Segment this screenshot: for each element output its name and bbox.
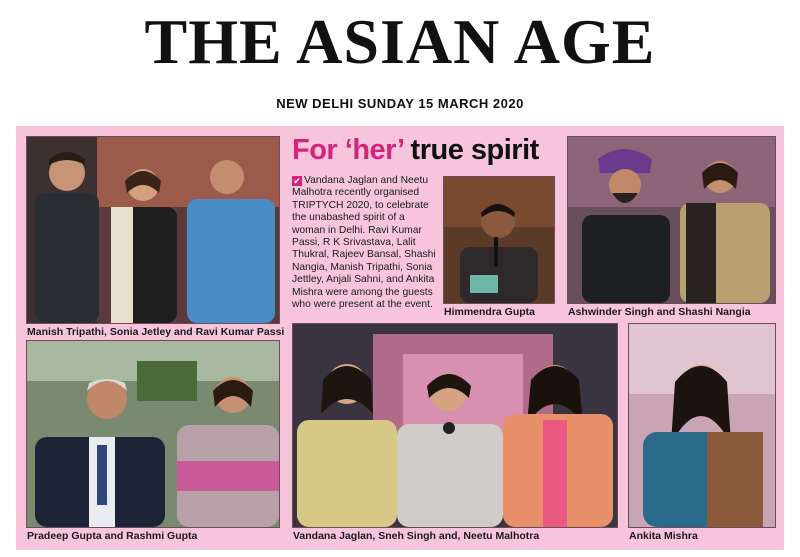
dateline: NEW DELHI SUNDAY 15 MARCH 2020 — [276, 96, 524, 111]
photo-pair-bottom-left — [26, 340, 280, 528]
photo-caption: Vandana Jaglan, Sneh Singh and, Neetu Malhotra — [293, 530, 540, 542]
photo-pair-top-right — [567, 136, 776, 304]
photo-singer — [443, 176, 555, 304]
check-bullet-icon: ✔ — [293, 176, 301, 186]
photo-caption: Ankita Mishra — [629, 530, 698, 542]
photo-group-three — [26, 136, 280, 324]
masthead-title: THE ASIAN AGE — [144, 6, 656, 77]
article-body-text: Vandana Jaglan and Neetu Malhotra recently organised TRIPTYCH 2020, to celebrate the unabashed spirit of a woman in Delhi. Ravi Kumar Passi, R K Srivastava, Lalit Thukral, Rajeev Bansal, Shashi Nangia, Manish Tripathi, Sonia Jettley, Anjali Sahni, and Ankita Mishra were among the guests who were present at the event. — [292, 175, 436, 311]
article-body — [292, 175, 438, 311]
photo-group-three-women — [292, 323, 618, 528]
headline — [292, 134, 556, 167]
photo-caption: Himmendra Gupta — [444, 306, 536, 318]
photo-caption: Manish Tripathi, Sonia Jetley and Ravi Kumar Passi — [27, 326, 285, 338]
headline-dark-part: true spirit — [403, 134, 539, 166]
photo-single-woman — [628, 323, 776, 528]
photo-caption: Ashwinder Singh and Shashi Nangia — [568, 306, 751, 318]
headline-pink-part: For ‘her’ — [292, 134, 403, 166]
photo-caption: Pradeep Gupta and Rashmi Gupta — [27, 530, 198, 542]
